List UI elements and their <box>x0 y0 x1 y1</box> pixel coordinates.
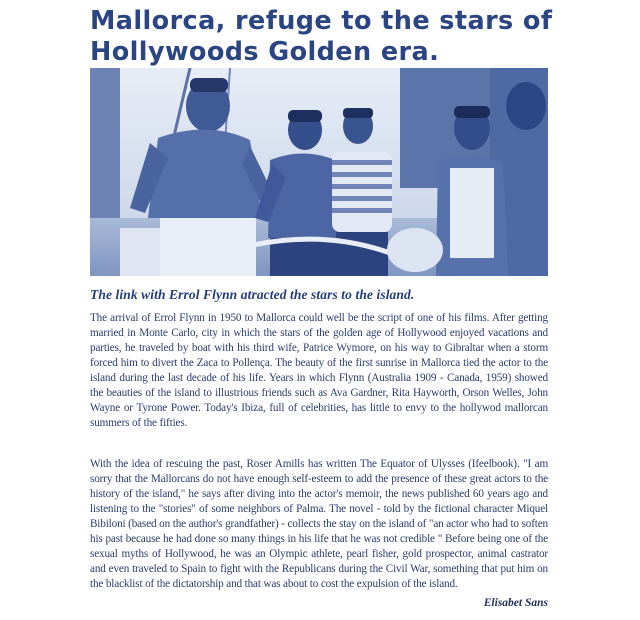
article-title: Mallorca, refuge to the stars of Hollywoods Golden era. <box>90 6 553 67</box>
article-paragraph-1: The arrival of Errol Flynn in 1950 to Mallorca could well be the script of one of his films. After getting married in Monte Carlo, city in which the stars of the golden age of Hollywood enjoyed vacations and parties, he traveled by boat with his third wife, Patrice Wymore, on his way to Gibraltar when a storm forced him to divert the Zaca to Pollença. The beauty of the first sunrise in Mallorca tied the actor to the island during the last decade of his life. Years in which Flynn (Australia 1909 - Canada, 1959) showed the beauties of the island to illustrious friends such as Ava Gardner, Rita Hayworth, Orson Welles, John Wayne or Tyrone Power. Today's Ibiza, full of celebrities, has little to envy to the hollywod mallorcan summers of the fifties. <box>90 312 548 429</box>
article-paragraph-2: With the idea of rescuing the past, Roser Amills has written The Equator of Ulysses (Ifeelbook). "I am sorry that the Mallorcans do not have enough self-esteem to add the presence of these great actors to the history of the island," he says after diving into the actor's memoir, the news published 60 years ago and listening to the "stories" of some neighbors of Palma. The novel - told by the fictional character Miquel Bibiloni (based on the author's grandfather) - collects the stay on the island of "an actor who had to soften his past because he had done so many things in his life that he was not credible " Before being one of the sexual myths of Hollywood, he was an Olympic athlete, pearl fisher, gold prospector, animal castrator and even traveled to Spain to fight with the Republicans during the Civil War, something that put him on the blacklist of the dictatorship and that was about to cost the expulsion of the island. <box>90 458 548 590</box>
photo-caption: The link with Errol Flynn atracted the stars to the island. <box>90 287 415 302</box>
article-photo <box>90 68 548 276</box>
photo-men-on-boat <box>90 68 548 276</box>
author-signature: Elisabet Sans <box>483 597 548 609</box>
